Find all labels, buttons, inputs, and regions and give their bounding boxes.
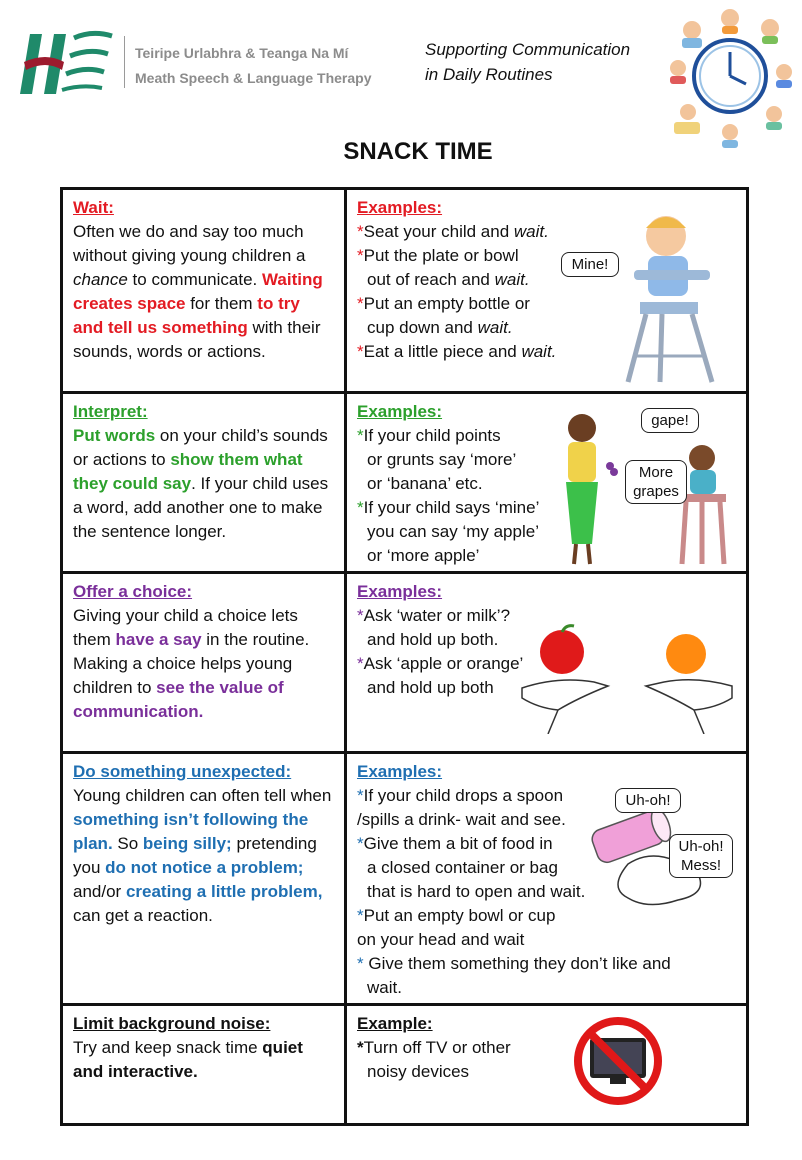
strategy-row: [62, 753, 748, 1005]
strategy-heading: Do something unexpected:: [73, 762, 292, 781]
text-segment: *: [357, 834, 364, 853]
text-segment: noisy devices: [367, 1062, 470, 1081]
text-segment: cup down and: [367, 318, 478, 337]
strategy-heading: Interpret:: [73, 402, 148, 421]
text-segment: creating a little problem,: [125, 882, 323, 901]
text-segment: If your child drops a spoon: [363, 786, 564, 805]
examples-heading: Examples:: [357, 582, 443, 601]
text-segment: *: [357, 294, 364, 313]
text-segment: Put words: [73, 426, 156, 445]
text-segment: wait.: [367, 978, 402, 997]
text-segment: quiet and interactive.: [73, 1038, 303, 1081]
text-segment: to communicate.: [127, 270, 262, 289]
strategy-cell: [62, 573, 346, 753]
text-segment: can get a reaction.: [73, 906, 213, 925]
text-segment: with their sounds, words or actions.: [73, 318, 321, 361]
speech-bubble: More grapes: [625, 460, 687, 504]
strategy-description: [73, 604, 334, 724]
header-divider: [124, 36, 125, 88]
text-segment: Giving your child a choice lets them: [73, 606, 298, 649]
text-segment: Put an empty bottle or: [363, 294, 530, 313]
text-segment: If your child points: [363, 426, 501, 445]
examples-cell: [346, 753, 748, 1005]
text-segment: Give them a bit of food in: [363, 834, 553, 853]
text-segment: *: [357, 786, 364, 805]
text-segment: on your child’s sounds or actions to: [73, 426, 328, 469]
examples-heading: Example:: [357, 1014, 433, 1033]
text-segment: *: [357, 906, 364, 925]
text-segment: *: [357, 654, 364, 673]
text-segment: on your head and wait: [357, 930, 525, 949]
text-segment: Ask ‘water or milk’?: [363, 606, 511, 625]
text-segment: If your child says ‘mine’: [363, 498, 540, 517]
speech-bubble: Uh-oh!: [615, 788, 681, 813]
header-subtitle: [425, 37, 630, 87]
org-line-1: Teiripe Urlabhra & Teanga Na Mí: [135, 45, 349, 61]
text-segment: Try and keep snack time: [73, 1038, 263, 1057]
text-segment: wait.: [494, 270, 530, 289]
text-segment: show them what they could say: [73, 450, 303, 493]
text-segment: Young children can often tell when: [73, 786, 332, 805]
org-line-2: Meath Speech & Language Therapy: [135, 70, 372, 86]
text-segment: Put an empty bowl or cup: [363, 906, 556, 925]
strategy-description: [73, 424, 334, 544]
text-segment: Often we do and say too much without giving young children a: [73, 222, 306, 265]
example-illustration: [604, 206, 724, 393]
text-segment: Turn off TV or other: [363, 1038, 511, 1057]
speech-bubble: gape!: [641, 408, 699, 433]
example-line: [357, 928, 736, 952]
text-segment: that is hard to open and wait.: [367, 882, 586, 901]
text-segment: *: [357, 426, 364, 445]
examples-heading: Examples:: [357, 198, 443, 217]
example-illustration: [568, 1016, 668, 1113]
text-segment: Give them something they don’t like and: [368, 954, 671, 973]
text-segment: have a say: [115, 630, 202, 649]
text-segment: or ‘banana’ etc.: [367, 474, 483, 493]
examples-heading: Examples:: [357, 762, 443, 781]
example-line: [357, 952, 736, 976]
text-segment: *: [357, 246, 364, 265]
text-segment: something isn’t following the plan.: [73, 810, 309, 853]
strategy-heading: Limit background noise:: [73, 1014, 271, 1033]
text-segment: for them: [185, 294, 258, 313]
strategy-cell: [62, 189, 346, 393]
text-segment: pretending you: [73, 834, 317, 877]
text-segment: So: [112, 834, 143, 853]
page-title: SNACK TIME: [343, 138, 493, 165]
text-segment: /spills a drink- wait and see.: [357, 810, 566, 829]
text-segment: Waiting creates space: [73, 270, 323, 313]
examples-cell: [346, 1005, 748, 1125]
daily-routine-clock-illustration: [662, 4, 798, 150]
text-segment: *: [357, 606, 364, 625]
org-name: [135, 41, 372, 91]
examples-cell: [346, 573, 748, 753]
text-segment: or ‘more apple’: [367, 546, 480, 565]
text-segment: Eat a little piece and: [363, 342, 522, 361]
examples-cell: [346, 393, 748, 573]
subtitle-line-2: in Daily Routines: [425, 65, 553, 84]
strategy-heading: Offer a choice:: [73, 582, 193, 601]
text-segment: Seat your child and: [363, 222, 514, 241]
text-segment: chance: [73, 270, 128, 289]
text-segment: Put the plate or bowl: [363, 246, 519, 265]
text-segment: *: [357, 342, 364, 361]
example-line: [357, 1060, 736, 1084]
strategy-row: [62, 1005, 748, 1125]
text-segment: do not notice a problem;: [105, 858, 304, 877]
text-segment: or grunts say ‘more’: [367, 450, 517, 469]
hse-logo: [16, 28, 116, 100]
text-segment: *: [357, 498, 364, 517]
text-segment: you can say ‘my apple’: [367, 522, 539, 541]
strategy-row: [62, 189, 748, 393]
example-illustration: [518, 624, 738, 741]
strategy-cell: [62, 753, 346, 1005]
text-segment: *: [357, 1038, 364, 1057]
example-line: [357, 976, 736, 1000]
example-line: [357, 1036, 736, 1060]
text-segment: . If your child uses a word, add another one to make the sentence longer.: [73, 474, 329, 541]
strategy-row: [62, 393, 748, 573]
strategy-description: [73, 784, 334, 928]
text-segment: out of reach and: [367, 270, 495, 289]
text-segment: in the routine. Making a choice helps young children to: [73, 630, 310, 697]
text-segment: Ask ‘apple or orange’: [363, 654, 524, 673]
text-segment: wait.: [477, 318, 513, 337]
strategy-description: [73, 220, 334, 364]
text-segment: to try and tell us something: [73, 294, 300, 337]
strategy-row: [62, 573, 748, 753]
text-segment: being silly;: [142, 834, 232, 853]
text-segment: a closed container or bag: [367, 858, 558, 877]
text-segment: and/or: [73, 882, 126, 901]
text-segment: *: [357, 954, 369, 973]
strategy-table: [60, 187, 749, 1126]
examples-cell: [346, 189, 748, 393]
text-segment: *: [357, 222, 364, 241]
examples-heading: Examples:: [357, 402, 443, 421]
speech-bubble: Uh-oh! Mess!: [669, 834, 733, 878]
strategy-description: [73, 1036, 334, 1084]
text-segment: wait.: [513, 222, 549, 241]
text-segment: see the value of communication.: [73, 678, 284, 721]
speech-bubble: Mine!: [561, 252, 619, 277]
text-segment: and hold up both.: [367, 630, 499, 649]
text-segment: and hold up both: [367, 678, 494, 697]
strategy-heading: Wait:: [73, 198, 114, 217]
strategy-cell: [62, 1005, 346, 1125]
strategy-cell: [62, 393, 346, 573]
text-segment: wait.: [521, 342, 557, 361]
subtitle-line-1: Supporting Communication: [425, 40, 631, 59]
